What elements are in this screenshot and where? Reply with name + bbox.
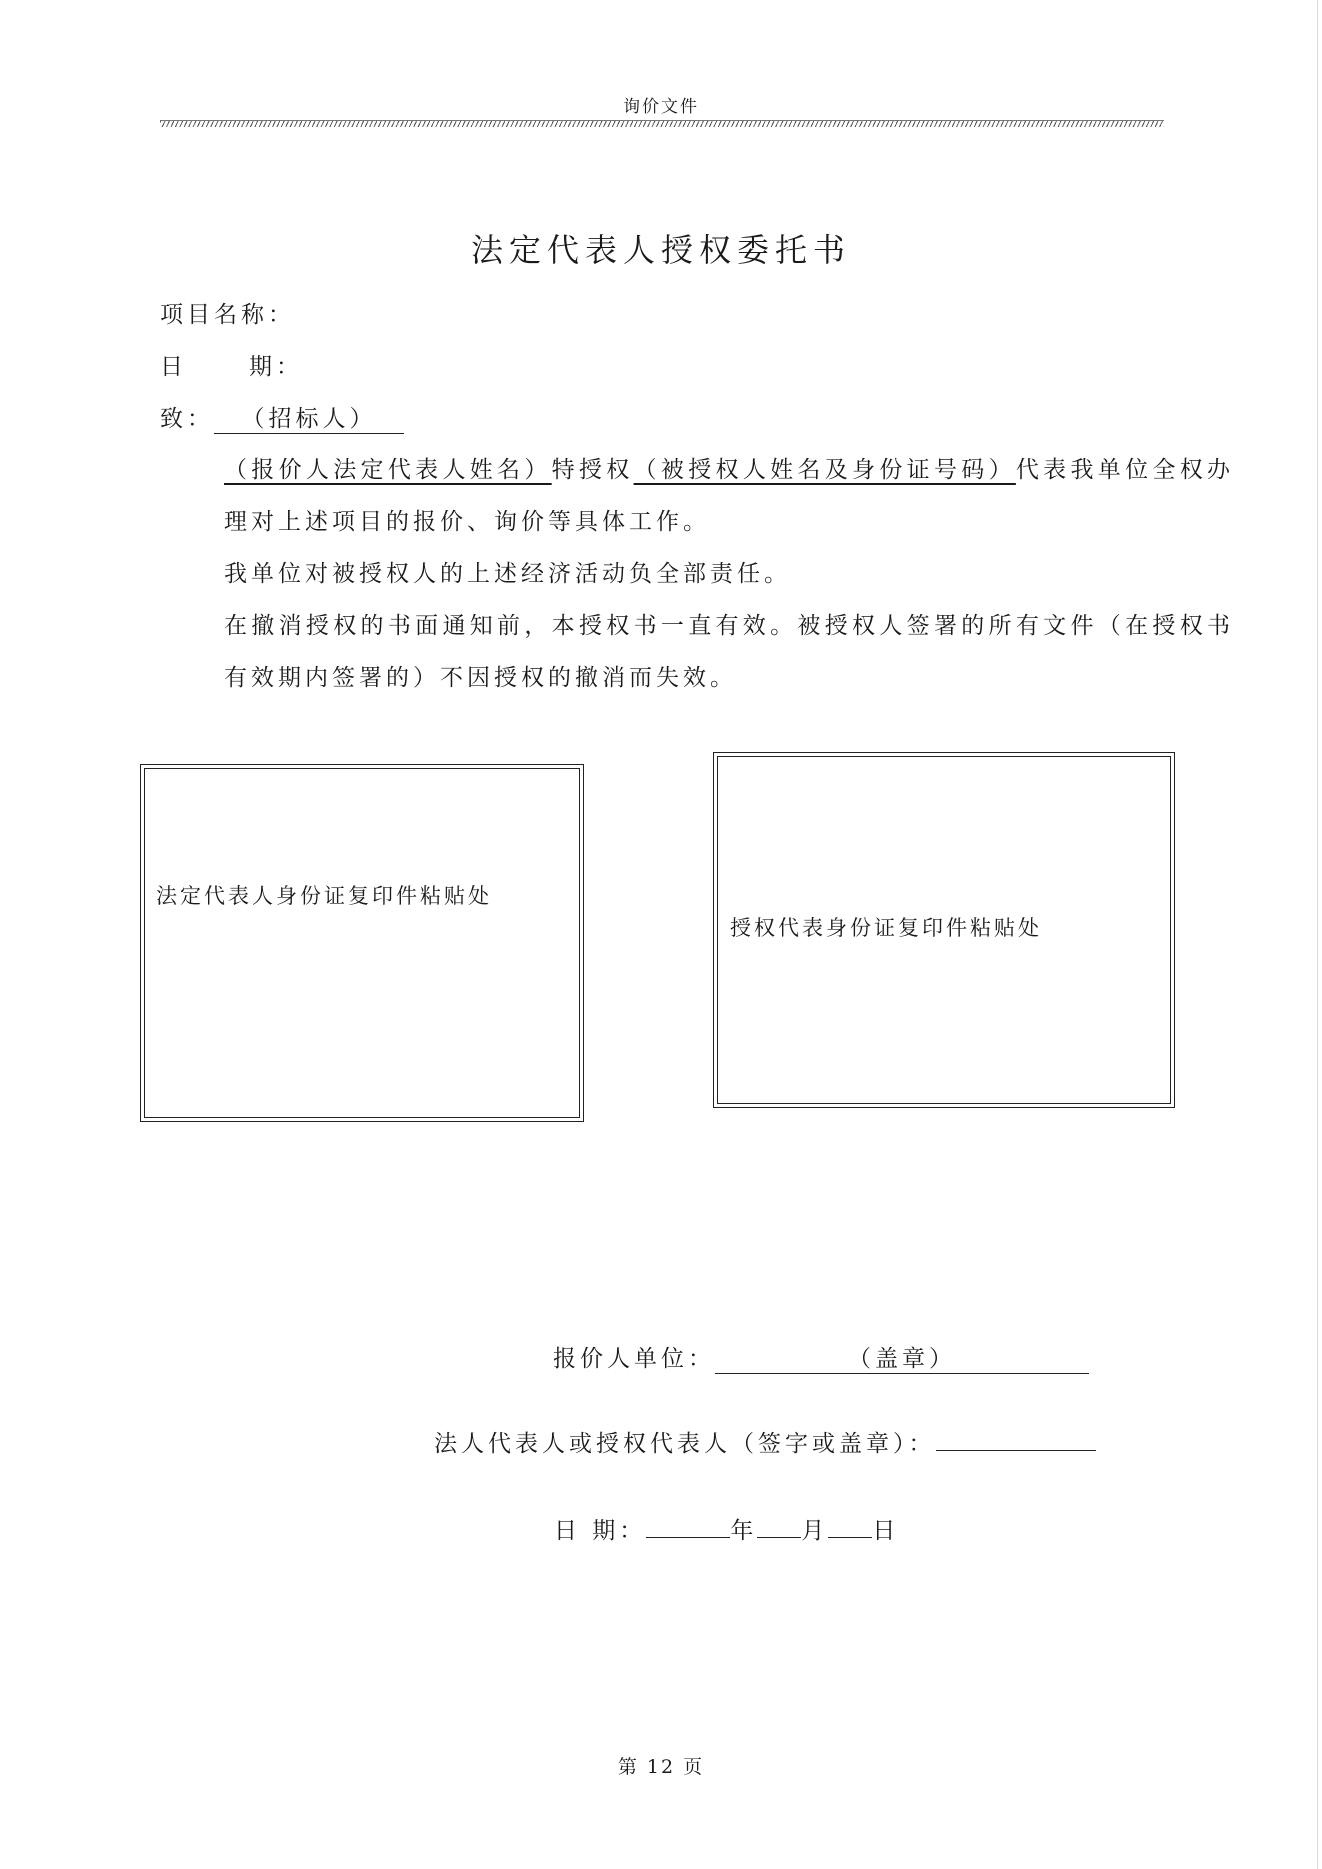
legal-rep-id-box-inner-border [144, 768, 580, 1118]
legal-rep-id-box-label: 法定代表人身份证复印件粘贴处 [156, 884, 492, 908]
to-recipient-blank[interactable]: （招标人） [214, 400, 404, 434]
to-label: 致： [160, 406, 214, 432]
year-blank[interactable] [646, 1537, 730, 1538]
to-line [160, 400, 404, 434]
company-signature-line [553, 1340, 1089, 1374]
p1-mid-text: 特授权 [551, 457, 634, 483]
page-title: 法定代表人授权委托书 [470, 231, 851, 269]
p1-rest-text: 代表我单位全权办理对上述项目的报价、询价等具体工作。 [224, 457, 1235, 535]
project-name-label: 项目名称： [160, 302, 295, 328]
representative-signature-blank[interactable] [936, 1450, 1096, 1451]
date-line [160, 348, 303, 381]
legal-rep-name-blank[interactable]: （报价人法定代表人姓名） [224, 457, 552, 483]
date-label-period: 期： [249, 354, 303, 380]
authorization-paragraph [160, 444, 1234, 548]
validity-paragraph: 在撤消授权的书面通知前，本授权书一直有效。被授权人签署的所有文件（在授权书有效期内签署的）不因授权的撤消而失效。 [224, 613, 1234, 691]
year-label: 年 [730, 1518, 758, 1544]
day-label: 日 [872, 1518, 900, 1544]
document-header: 询价文件 [623, 97, 699, 117]
company-label: 报价人单位： [553, 1346, 715, 1372]
header-rule [160, 120, 1164, 127]
page-number: 第 12 页 [617, 1756, 705, 1778]
sign-date-line [554, 1512, 899, 1545]
project-name-line [160, 296, 295, 329]
representative-signature-line [434, 1425, 1096, 1458]
month-blank[interactable] [757, 1537, 801, 1538]
responsibility-paragraph: 我单位对被授权人的上述经济活动负全部责任。 [224, 561, 791, 587]
authorized-person-blank[interactable]: （被授权人姓名及身份证号码） [633, 457, 1016, 483]
page-edge [1317, 0, 1318, 1869]
company-stamp-blank[interactable]: （盖章） [715, 1340, 1089, 1374]
month-label: 月 [801, 1518, 829, 1544]
legal-rep-id-paste-box[interactable] [140, 764, 584, 1122]
day-blank[interactable] [828, 1537, 872, 1538]
date-label-day: 日 [160, 354, 187, 380]
representative-label: 法人代表人或授权代表人（签字或盖章）： [434, 1431, 936, 1457]
authorized-id-box-label: 授权代表身份证复印件粘贴处 [730, 916, 1042, 940]
sign-date-label: 日 期： [554, 1518, 647, 1544]
